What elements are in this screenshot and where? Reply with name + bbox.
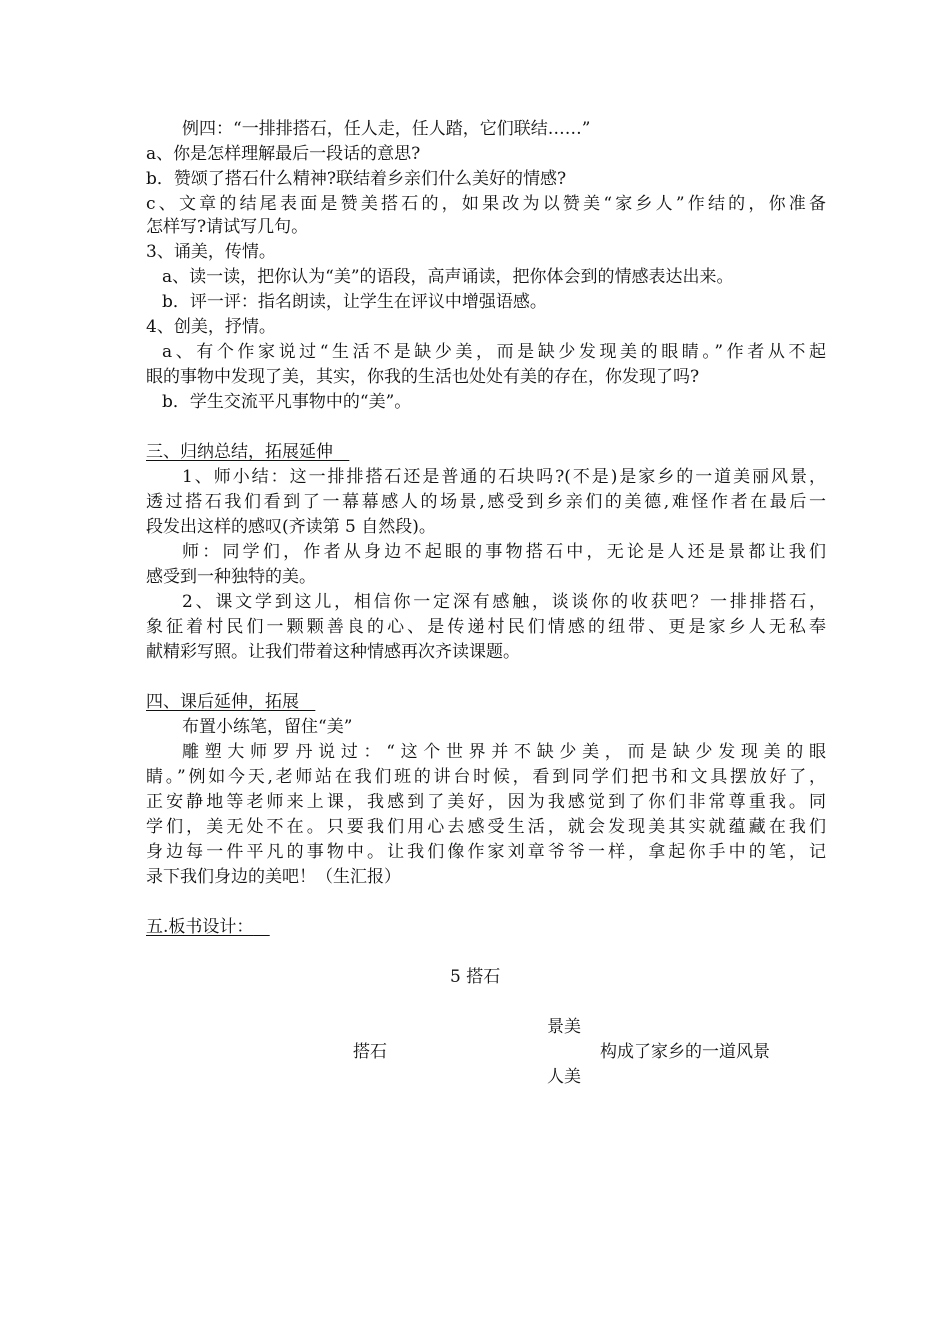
step-3-title: 3、诵美，传情。: [146, 242, 276, 262]
board-people-beauty: 人美: [547, 1067, 581, 1087]
step-3-item-b: b．评一评：指名朗读，让学生在评议中增强语感。: [162, 292, 547, 312]
question-a: a、你是怎样理解最后一段话的意思?: [146, 144, 421, 164]
rodin-quote-line-2: 睛。”例如今天,老师站在我们班的讲台时候，看到同学们把书和文具摆放好了，: [146, 767, 826, 787]
reflection-line-3: 献精彩写照。让我们带着这种情感再次齐读课题。: [146, 642, 520, 662]
section-3-heading-text: 三、归纳总结，拓展延伸: [146, 442, 333, 462]
step-3-item-a: a、读一读，把你认为“美”的语段，高声诵读，把你体会到的情感表达出来。: [162, 267, 734, 287]
board-scenery-beauty: 景美: [547, 1017, 581, 1037]
reflection-line-2: 象征着村民们一颗颗善良的心、是传递村民们情感的纽带、更是家乡人无私奉: [146, 617, 826, 637]
example-4-quote: 例四：“一排排搭石，任人走，任人踏，它们联结……”: [182, 119, 591, 139]
step-4-item-a-line-1: a、有个作家说过“生活不是缺少美，而是缺少发现美的眼睛。”作者从不起: [162, 342, 826, 362]
step-4-item-a-line-2: 眼的事物中发现了美，其实，你我的生活也处处有美的存在，你发现了吗?: [146, 367, 700, 387]
summary-line-3: 段发出这样的感叹(齐读第 5 自然段)。: [146, 517, 436, 537]
step-4-title: 4、创美，抒情。: [146, 317, 276, 337]
section-4-heading-text: 四、课后延伸，拓展: [146, 692, 299, 712]
writing-task: 布置小练笔，留住“美”: [182, 717, 353, 737]
section-4-heading: [146, 692, 826, 712]
summary-line-1: 1、师小结：这一排排搭石还是普通的石块吗?(不是)是家乡的一道美丽风景，: [182, 467, 826, 487]
section-5-heading: [146, 917, 826, 937]
rodin-quote-line-1: 雕塑大师罗丹说过：“这个世界并不缺少美，而是缺少发现美的眼: [182, 742, 826, 762]
board-title: 5 搭石: [450, 967, 501, 987]
teacher-remark-line-2: 感受到一种独特的美。: [146, 567, 316, 587]
rodin-quote-line-5: 身边每一件平凡的事物中。让我们像作家刘章爷爷一样，拿起你手中的笔，记: [146, 842, 826, 862]
reflection-line-1: 2、课文学到这儿，相信你一定深有感触，谈谈你的收获吧？一排排搭石，: [182, 592, 826, 612]
summary-line-2: 透过搭石我们看到了一幕幕感人的场景,感受到乡亲们的美德,难怪作者在最后一: [146, 492, 826, 512]
question-c-line-1: c、文章的结尾表面是赞美搭石的，如果改为以赞美“家乡人”作结的，你准备: [146, 194, 826, 214]
board-subject: 搭石: [353, 1042, 387, 1062]
rodin-quote-line-3: 正安静地等老师来上课，我感到了美好，因为我感觉到了你们非常尊重我。同: [146, 792, 826, 812]
question-c-line-2: 怎样写?请试写几句。: [146, 217, 309, 237]
teacher-remark-line-1: 师：同学们，作者从身边不起眼的事物搭石中，无论是人还是景都让我们: [182, 542, 826, 562]
board-result: 构成了家乡的一道风景: [600, 1042, 770, 1062]
section-5-heading-text: 五.板书设计：: [146, 917, 254, 937]
rodin-quote-line-6: 录下我们身边的美吧！（生汇报）: [146, 867, 401, 887]
step-4-item-b: b．学生交流平凡事物中的“美”。: [162, 392, 412, 412]
section-3-heading: [146, 442, 826, 462]
question-b: b．赞颂了搭石什么精神?联结着乡亲们什么美好的情感?: [146, 169, 567, 189]
rodin-quote-line-4: 学们，美无处不在。只要我们用心去感受生活，就会发现美其实就蕴藏在我们: [146, 817, 826, 837]
